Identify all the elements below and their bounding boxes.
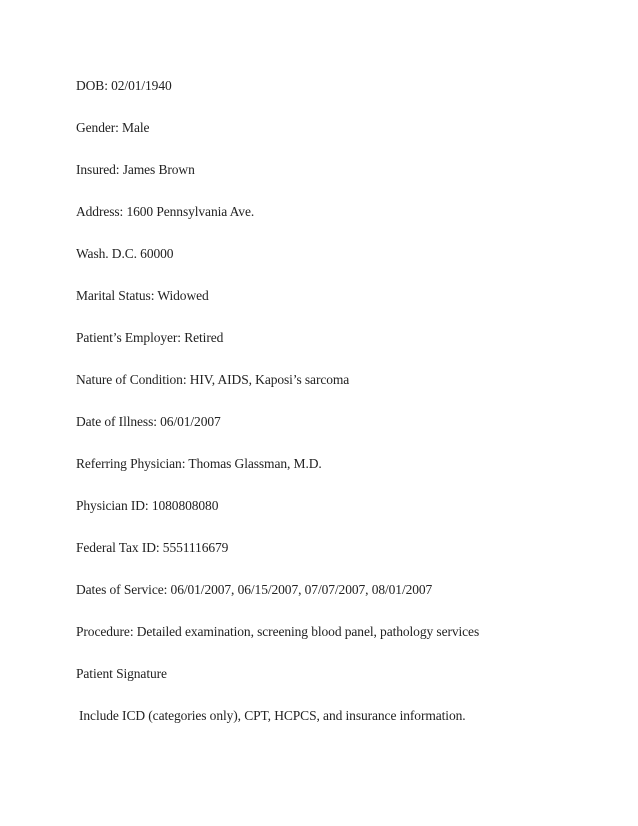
physician-id-line: Physician ID: 1080808080 (76, 498, 219, 513)
dob-line: DOB: 02/01/1940 (76, 78, 172, 93)
federal-tax-id-line: Federal Tax ID: 5551116679 (76, 540, 229, 555)
referring-physician-line: Referring Physician: Thomas Glassman, M.D. (76, 456, 322, 471)
dates-of-service-line: Dates of Service: 06/01/2007, 06/15/2007, 07/07/2007, 08/01/2007 (76, 582, 433, 597)
marital-status-line: Marital Status: Widowed (76, 288, 209, 303)
instruction-line: Include ICD (categories only), CPT, HCPCS, and insurance information. (79, 708, 466, 723)
gender-line: Gender: Male (76, 120, 150, 135)
insured-line: Insured: James Brown (76, 162, 195, 177)
patient-signature-line: Patient Signature (76, 666, 167, 681)
city-line: Wash. D.C. 60000 (76, 246, 174, 261)
date-of-illness-line: Date of Illness: 06/01/2007 (76, 414, 221, 429)
nature-of-condition-line: Nature of Condition: HIV, AIDS, Kaposi’s sarcoma (76, 372, 350, 387)
procedure-line: Procedure: Detailed examination, screening blood panel, pathology services (76, 624, 480, 639)
address-line: Address: 1600 Pennsylvania Ave. (76, 204, 255, 219)
employer-line: Patient’s Employer: Retired (76, 330, 224, 345)
